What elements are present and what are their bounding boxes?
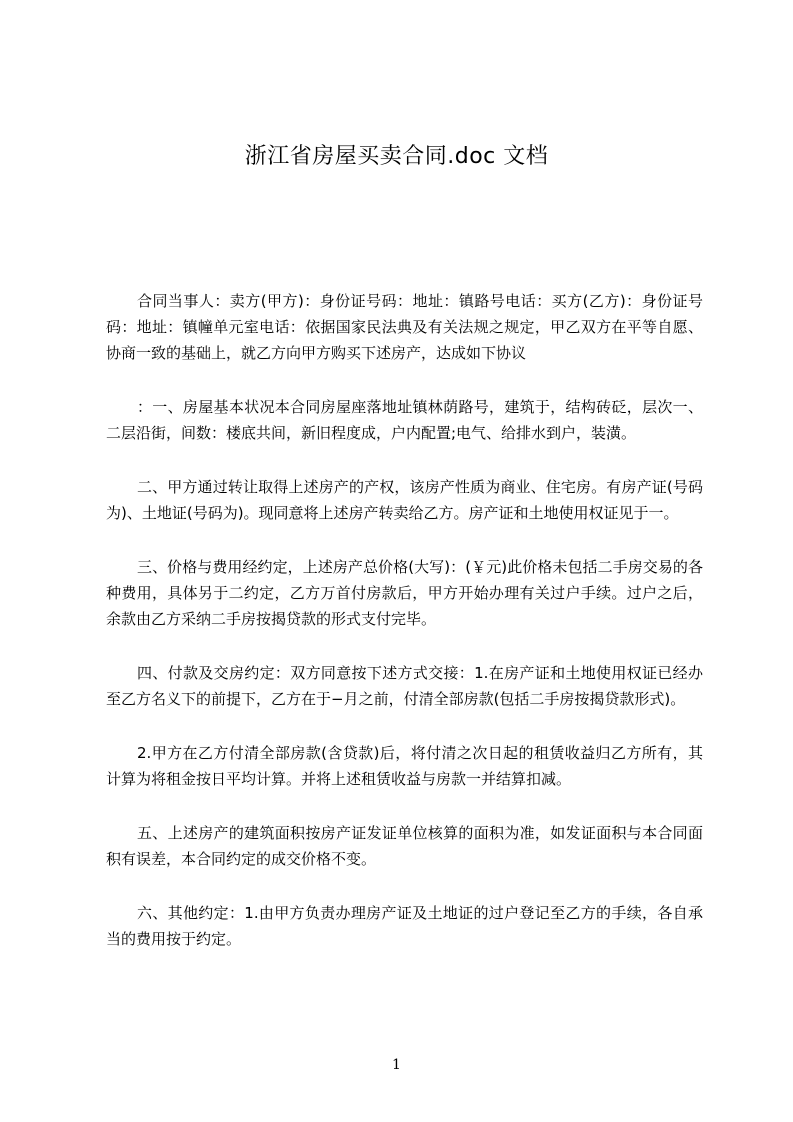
paragraph-other-terms: 六、其他约定：1.由甲方负责办理房产证及土地证的过户登记至乙方的手续，各自承当的费用按于约定。 [106,904,703,948]
paragraph-building-area: 五、上述房产的建筑面积按房产证发证单位核算的面积为准，如发证面积与本合同面积有误差，本合同约定的成交价格不变。 [106,824,703,868]
paragraph-price-fees: 三、价格与费用经约定，上述房产总价格(大写)：(￥元)此价格未包括二手房交易的各种费用，具体另于二约定，乙方万首付房款后，甲方开始办理有关过户手续。过户之后，余款由乙方采纳二手房按揭贷款的形式支付完毕。 [106,558,703,628]
paragraph-payment-delivery: 四、付款及交房约定：双方同意按下述方式交接：1.在房产证和土地使用权证已经办至乙方名义下的前提下，乙方在于−月之前，付清全部房款(包括二手房按揭贷款形式)。 [106,664,703,708]
paragraph-house-status: ：一、房屋基本状况本合同房屋座落地址镇林荫路号，建筑于，结构砖砭，层次一、二层沿街，间数：楼底共间，新旧程度成，户内配置;电气、给排水到户，装潢。 [106,398,703,442]
document-body [106,288,703,980]
paragraph-parties: 合同当事人：卖方(甲方)：身份证号码：地址：镇路号电话：买方(乙方)：身份证号码：地址：镇幢单元室电话：依据国家民法典及有关法规之规定，甲乙双方在平等自愿、协商一致的基础上，就乙方向甲方购买下述房产，达成如下协议 [106,292,703,362]
document-title: 浙江省房屋买卖合同.doc 文档 [244,144,549,169]
paragraph-property-rights: 二、甲方通过转让取得上述房产的产权，该房产性质为商业、住宅房。有房产证(号码为)、土地证(号码为)。现同意将上述房产转卖给乙方。房产证和土地使用权证见于一。 [106,478,703,522]
paragraph-rental-income: 2.甲方在乙方付清全部房款(含贷款)后，将付清之次日起的租赁收益归乙方所有，其计算为将租金按日平均计算。并将上述租赁收益与房款一并结算扣减。 [106,744,703,788]
page-number: 1 [392,1057,401,1073]
